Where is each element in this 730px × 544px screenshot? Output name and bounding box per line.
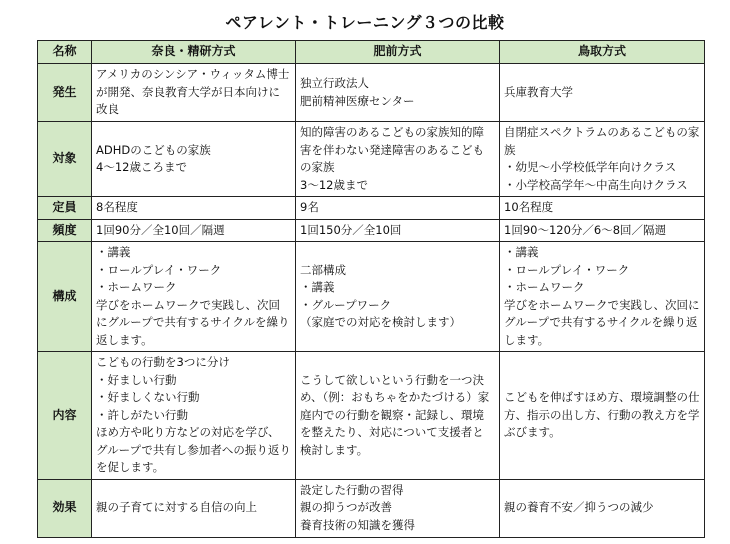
cell-origin-tottori: 兵庫教育大学 [500, 64, 705, 122]
cell-frequency-hizen: 1回150分／全10回 [296, 219, 500, 242]
row-label-target: 対象 [38, 122, 92, 197]
row-label-capacity: 定員 [38, 197, 92, 220]
cell-structure-hizen: 二部構成 ・講義 ・グループワーク （家庭での対応を検討します） [296, 242, 500, 352]
header-tottori-method: 鳥取方式 [500, 41, 705, 64]
cell-target-tottori: 自閉症スペクトラムのあるこどもの家族 ・幼児～小学校低学年向けクラス ・小学校高学年～中高生向けクラス [500, 122, 705, 197]
cell-effect-hizen: 設定した行動の習得 親の抑うつが改善 養育技術の知識を獲得 [296, 479, 500, 537]
header-hizen-method: 肥前方式 [296, 41, 500, 64]
cell-origin-nara: アメリカのシンシア・ウィッタム博士が開発、奈良教育大学が日本向けに改良 [92, 64, 296, 122]
comparison-table [37, 40, 705, 538]
row-label-frequency: 頻度 [38, 219, 92, 242]
header-name: 名称 [38, 41, 92, 64]
cell-origin-hizen: 独立行政法人 肥前精神医療センター [296, 64, 500, 122]
cell-structure-tottori: ・講義 ・ロールプレイ・ワーク ・ホームワーク 学びをホームワークで実践し、次回にグループで共有するサイクルを繰り返します。 [500, 242, 705, 352]
cell-capacity-nara: 8名程度 [92, 197, 296, 220]
row-capacity [38, 197, 705, 220]
cell-effect-nara: 親の子育てに対する自信の向上 [92, 479, 296, 537]
cell-content-hizen: こうして欲しいという行動を一つ決め、（例：おもちゃをかたづける）家庭内での行動を観察・記録し、環境を整えたり、対応について支援者と検討します。 [296, 352, 500, 480]
page-title: ペアレント・トレーニング３つの比較 [225, 13, 505, 32]
cell-frequency-tottori: 1回90～120分／6～8回／隔週 [500, 219, 705, 242]
header-row [38, 41, 705, 64]
cell-capacity-tottori: 10名程度 [500, 197, 705, 220]
cell-effect-tottori: 親の養育不安／抑うつの減少 [500, 479, 705, 537]
cell-capacity-hizen: 9名 [296, 197, 500, 220]
row-structure [38, 242, 705, 352]
header-nara-method: 奈良・精研方式 [92, 41, 296, 64]
row-frequency [38, 219, 705, 242]
row-label-content: 内容 [38, 352, 92, 480]
row-target [38, 122, 705, 197]
row-label-structure: 構成 [38, 242, 92, 352]
row-origin [38, 64, 705, 122]
cell-target-nara: ADHDのこどもの家族 4～12歳ころまで [92, 122, 296, 197]
row-content [38, 352, 705, 480]
row-effect [38, 479, 705, 537]
cell-target-hizen: 知的障害のあるこどもの家族知的障害を伴わない発達障害のあるこどもの家族 3～12歳まで [296, 122, 500, 197]
cell-content-tottori: こどもを伸ばすほめ方、環境調整の仕方、指示の出し方、行動の教え方を学ぶびます。 [500, 352, 705, 480]
cell-structure-nara: ・講義 ・ロールプレイ・ワーク ・ホームワーク 学びをホームワークで実践し、次回にグループで共有するサイクルを繰り返します。 [92, 242, 296, 352]
cell-frequency-nara: 1回90分／全10回／隔週 [92, 219, 296, 242]
cell-content-nara: こどもの行動を3つに分け ・好ましい行動 ・好ましくない行動 ・許しがたい行動 ほめ方や叱り方などの対応を学び、グループで共有し参加者への振り返りを促します。 [92, 352, 296, 480]
row-label-effect: 効果 [38, 479, 92, 537]
row-label-origin: 発生 [38, 64, 92, 122]
